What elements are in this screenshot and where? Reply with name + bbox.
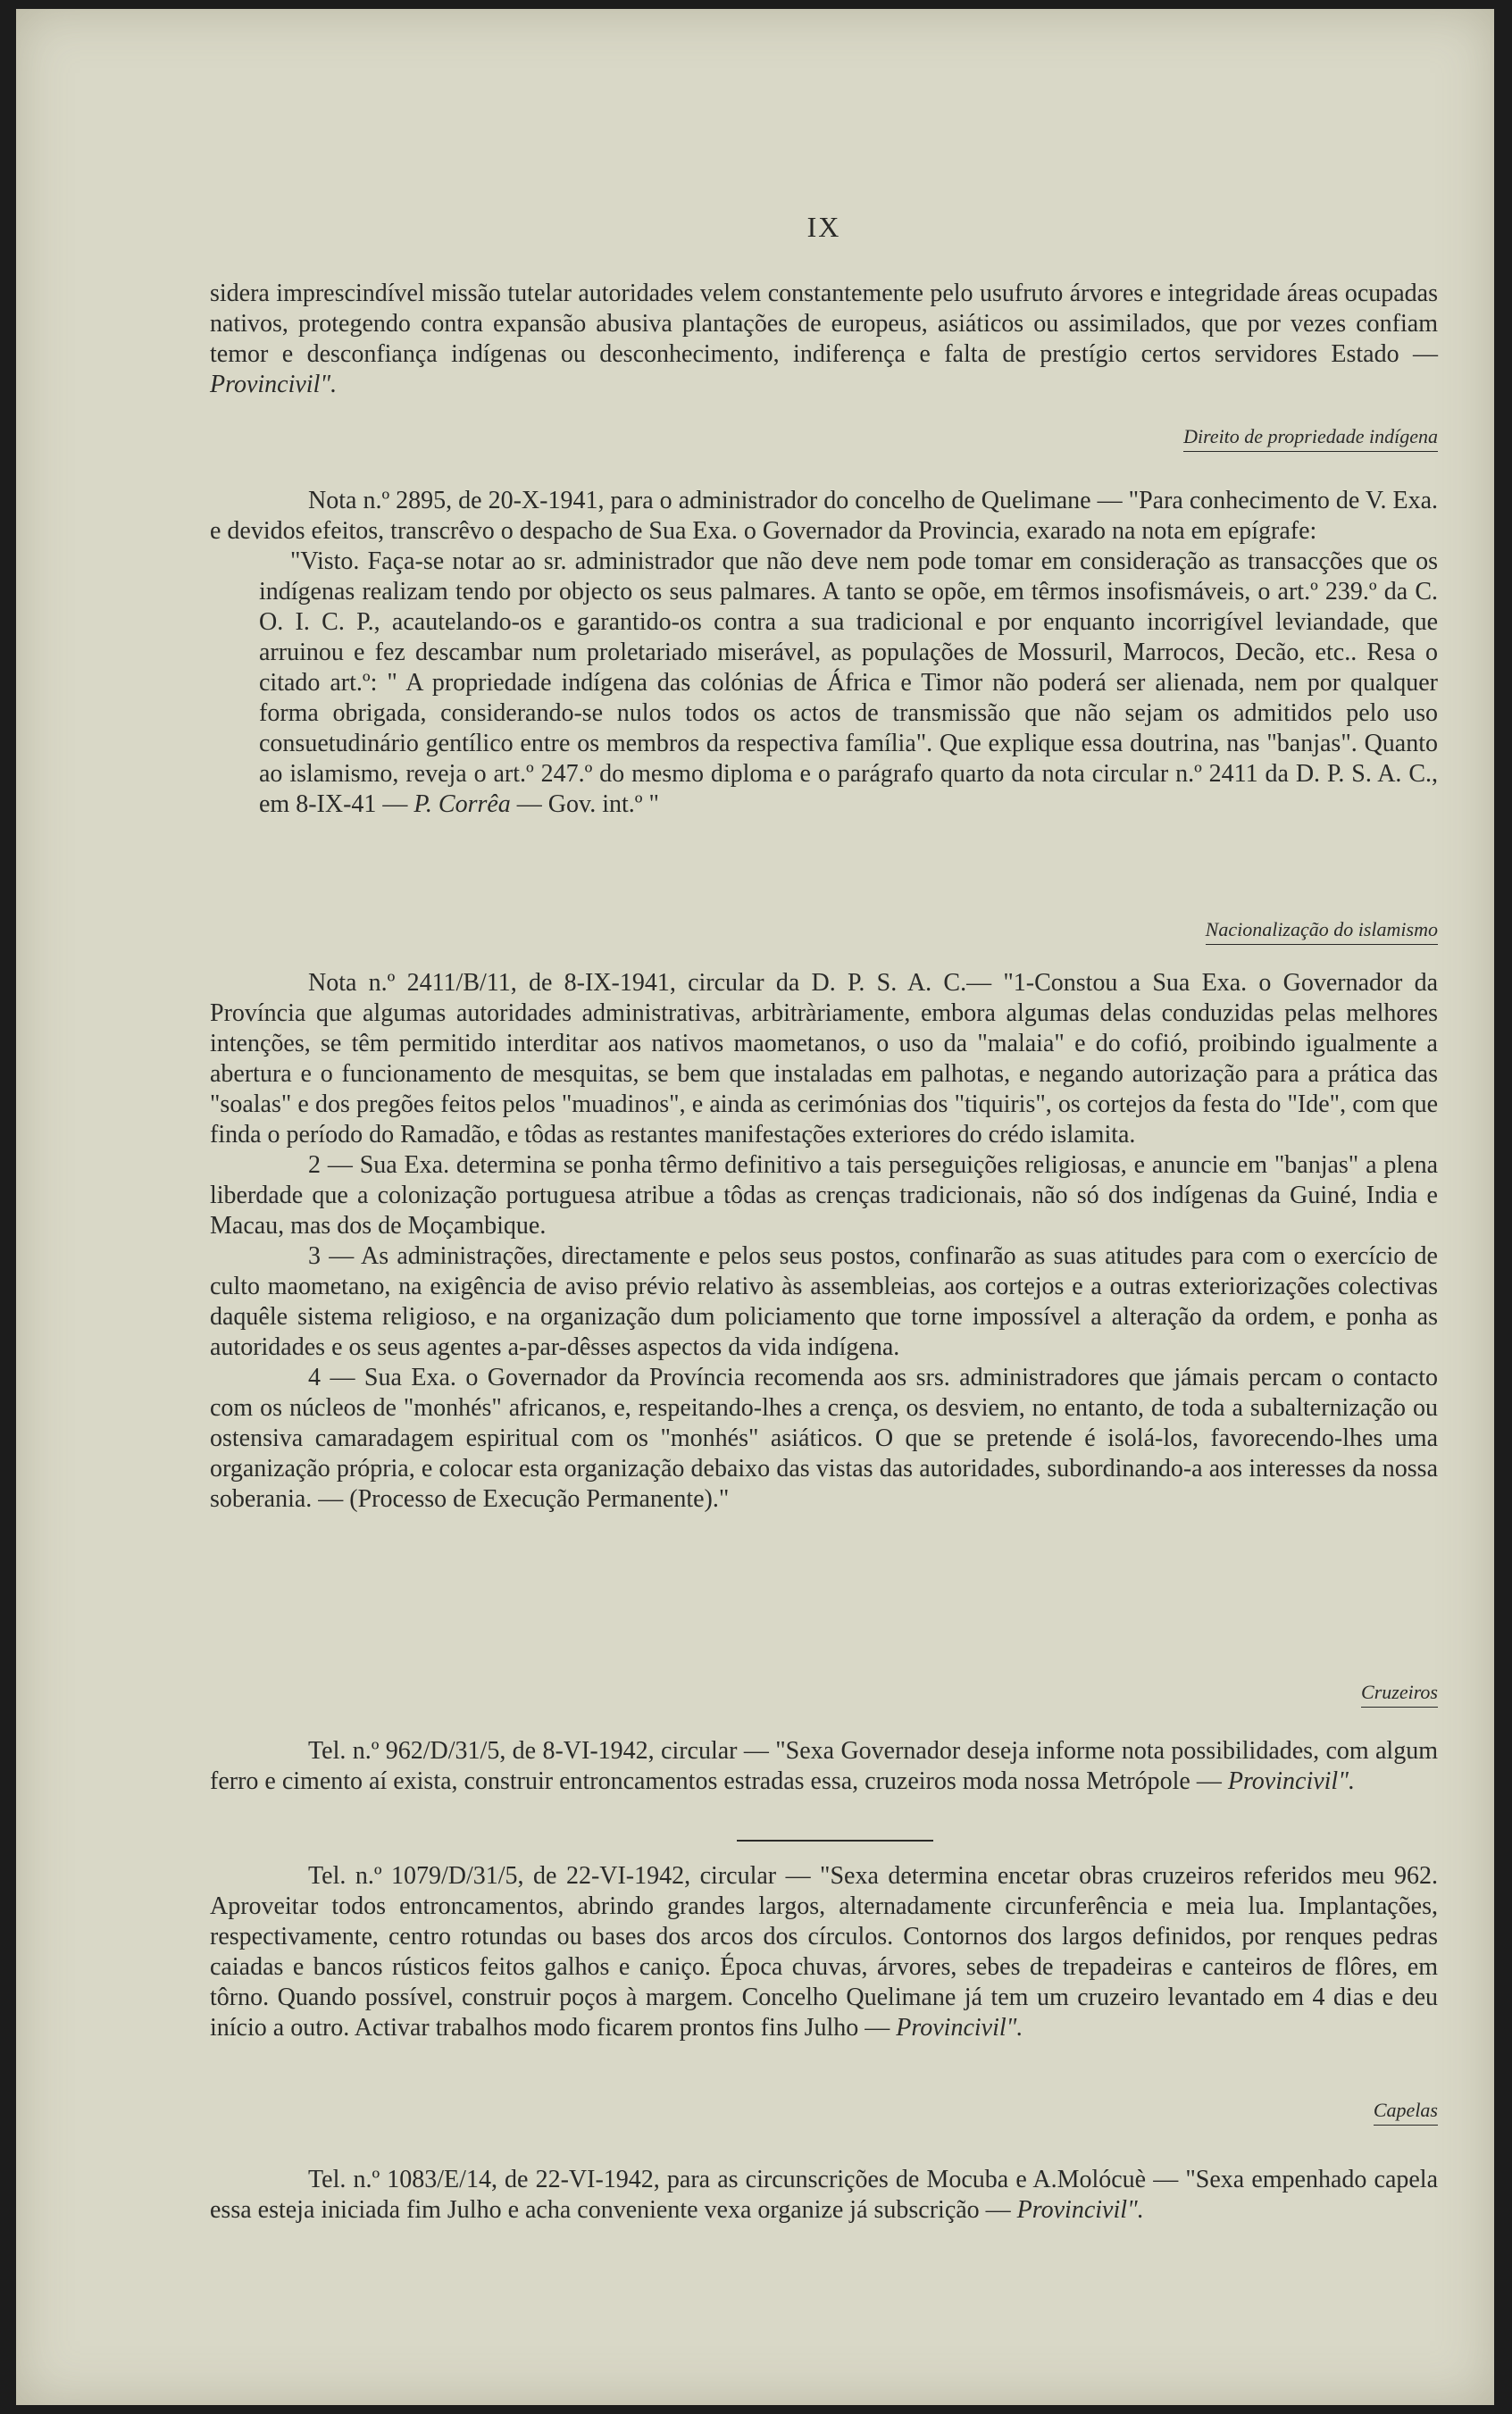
document-page xyxy=(16,9,1494,2405)
page-number: IX xyxy=(806,211,841,243)
nota-2895-signature: P. Corrêa xyxy=(414,790,511,818)
paragraph-continued xyxy=(210,279,1438,400)
nota-2895-quote-end: — Gov. int.º " xyxy=(510,790,659,818)
paragraph-continued-text: sidera imprescindível missão tutelar autoridades velem constantemente pelo usufruto árvores e integridade áreas ocupadas nativos, protegendo contra expansão abusiva plantações de europeus, asiáticos ou assimilados, que por vezes confiam temor e desconfiança indígenas ou desconhecimento, indiferença e falta de prestígio certos servidores Estado — xyxy=(210,280,1438,368)
tel-1083-text: Tel. n.º 1083/E/14, de 22-VI-1942, para as circunscrições de Mocuba e A.Molócuè — "Sexa empenhado capela essa esteja iniciada fim Julho e acha conveniente vexa organize já subscrição — xyxy=(210,2166,1438,2224)
nota-2411-p2: 2 — Sua Exa. determina se ponha têrmo definitivo a tais perseguições religiosas, e anuncie em "banjas" a plena liberdade que a colonização portuguesa atribue a tôdas as crenças tradicionais, não só dos indígenas da Guiné, India e Macau, mas dos de Moçambique. xyxy=(210,1151,1438,1240)
tel-962-signature: Provincivil". xyxy=(1227,1767,1355,1795)
tel-1079 xyxy=(210,1861,1438,2043)
tel-962-text: Tel. n.º 962/D/31/5, de 8-VI-1942, circular — "Sexa Governador deseja informe nota possibilidades, com algum ferro e cimento aí exista, construir entroncamentos estradas essa, cruzeiros moda nossa Metrópole — xyxy=(210,1737,1438,1795)
nota-2895-intro: Nota n.º 2895, de 20-X-1941, para o administrador do concelho de Quelimane — "Para conhecimento de V. Exa. e devidos efeitos, transcrêvo o despacho de Sua Exa. o Governador da Provincia, exarado na nota em epígrafe: xyxy=(210,487,1438,545)
section-heading-cruzeiros: Cruzeiros xyxy=(1361,1681,1438,1708)
nota-2411-p1: Nota n.º 2411/B/11, de 8-IX-1941, circular da D. P. S. A. C.— "1-Constou a Sua Exa. o Governador da Província que algumas autoridades administrativas, arbitràriamente, embora algumas delas conduzidas pelas melhores intenções, se têm permitido interditar aos nativos maometanos, o uso da "malaia" e do cofió, proibindo igualmente a abertura e o funcionamento de mesquitas, se bem que instaladas em palhotas, e negando autorização para a prática das "soalas" e dos pregões feitos pelos "muadinos", e ainda as cerimónias dos "tiquiris", os cortejos da festa do "Ide", com que finda o período do Ramadão, e tôdas as restantes manifestações exteriores do crédo islamita. xyxy=(210,969,1438,1149)
nota-2895 xyxy=(210,486,1438,820)
nota-2411-p3: 3 — As administrações, directamente e pelos seus postos, confinarão as suas atitudes para com o exercício de culto maometano, na exigência de aviso prévio relativo às assembleias, aos cortejos e a outras exteriorizações colectivas daquêle sistema religioso, e na organização dum policiamento que torne impossível a alteração da ordem, e ponha as autoridades e os seus agentes a-par-dêsses aspectos da vida indígena. xyxy=(210,1242,1438,1361)
nota-2411 xyxy=(210,968,1438,1515)
tel-1083-signature: Provincivil". xyxy=(1016,2196,1144,2224)
section-divider xyxy=(737,1840,933,1842)
signature-provincivil: Provincivil". xyxy=(210,371,338,398)
nota-2895-quote xyxy=(259,547,1438,820)
section-heading-direito-propriedade: Direito de propriedade indígena xyxy=(1183,425,1438,452)
tel-962 xyxy=(210,1736,1438,1797)
nota-2895-quote-text: "Visto. Faça-se notar ao sr. administrador que não deve nem pode tomar em consideração as transacções que os indígenas realizam tendo por objecto os seus palmares. A tanto se opõe, em têrmos insofismáveis, o art.º 239.º da C. O. I. C. P., acautelando-os e garantido-os contra a sua tradicional e por enquanto incorrigível leviandade, que arruinou e fez descambar num proletariado miserável, as populações de Mossuril, Marrocos, Decão, etc.. Resa o citado art.º: " A propriedade indígena das colónias de África e Timor não poderá ser alienada, nem por qualquer forma obrigada, considerando-se nulos todos os actos de transmissão que não sejam os admitidos pelo uso consuetudinário gentílico entre os membros da respectiva família". Que explique essa doutrina, nas "banjas". Quanto ao islamismo, reveja o art.º 247.º do mesmo diploma e o parágrafo quarto da nota circular n.º 2411 da D. P. S. A. C., em 8-IX-41 — xyxy=(259,547,1438,818)
nota-2411-p4: 4 — Sua Exa. o Governador da Província recomenda aos srs. administradores que jámais percam o contacto com os núcleos de "monhés" africanos, e, respeitando-lhes a crença, os desviem, no entanto, de toda a subalternização ou ostensiva camaradagem espiritual com os "monhés" asiáticos. O que se pretende é isolá-los, favorecendo-lhes uma organização própria, e colocar esta organização debaixo das vistas das autoridades, subordinando-a aos interesses da nossa soberania. — (Processo de Execução Permanente)." xyxy=(210,1364,1438,1513)
section-heading-nacionalizacao: Nacionalização do islamismo xyxy=(1206,918,1438,945)
tel-1079-signature: Provincivil". xyxy=(896,2014,1023,2042)
tel-1083 xyxy=(210,2165,1438,2226)
tel-1079-text: Tel. n.º 1079/D/31/5, de 22-VI-1942, circular — "Sexa determina encetar obras cruzeiros referidos meu 962. Aproveitar todos entroncamentos, abrindo grandes largos, alternadamente circunferência e meia lua. Implantações, respectivamente, centro rotundas ou bases dos arcos dos círculos. Contornos dos largos definidos, por renques pedras caiadas e bancos rústicos feitos galhos e caniço. Época chuvas, árvores, sebes de trepadeiras e canteiros de flôres, em tôrno. Quando possível, construir poços à margem. Concelho Quelimane já tem um cruzeiro levantado em 4 dias e deu início a outro. Activar trabalhos modo ficarem prontos fins Julho — xyxy=(210,1862,1438,2042)
section-heading-capelas: Capelas xyxy=(1374,2099,1438,2126)
